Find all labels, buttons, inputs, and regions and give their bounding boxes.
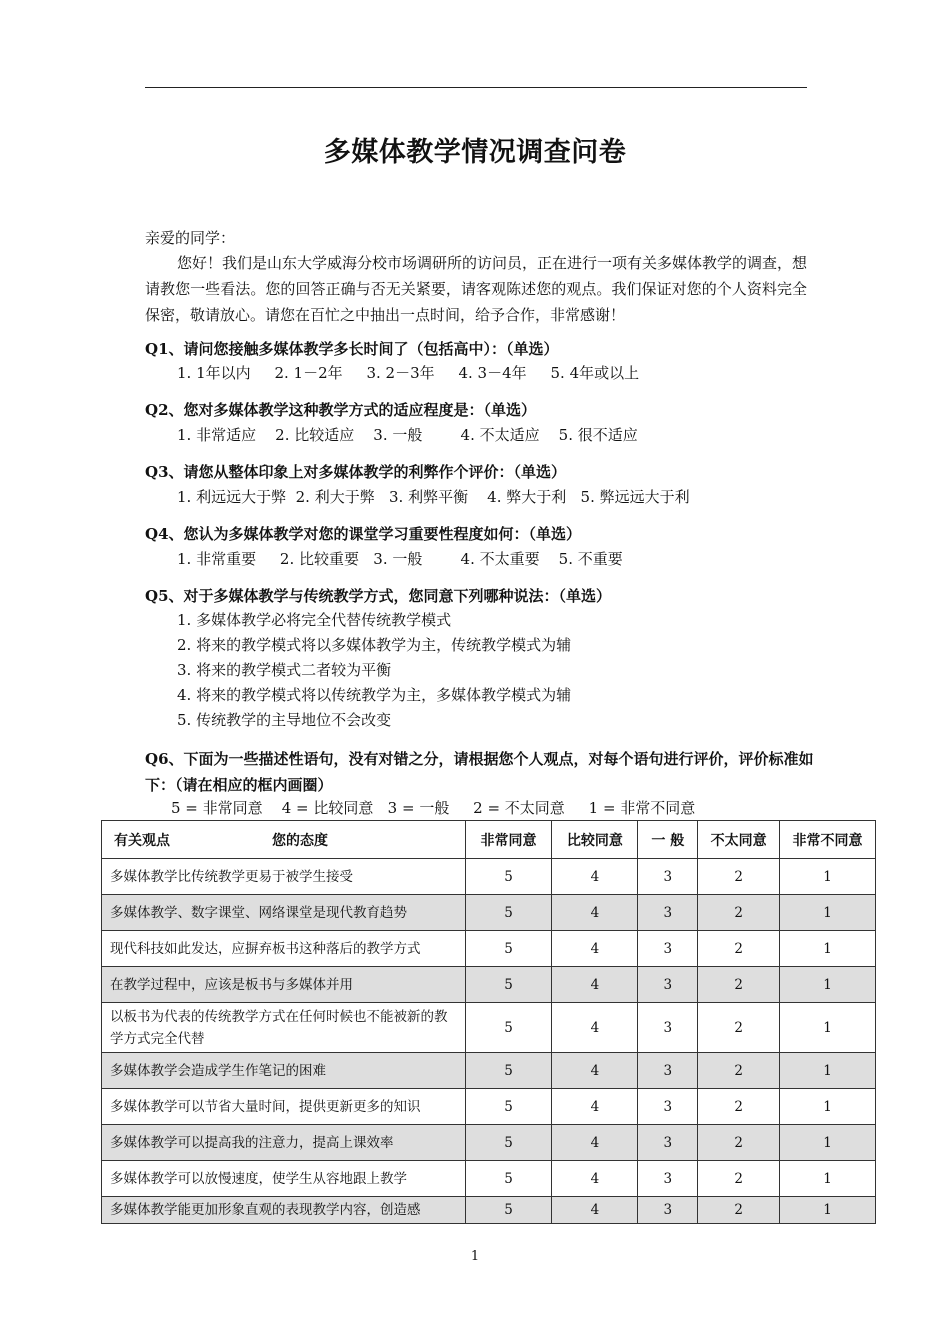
rating-cell[interactable]: 3: [638, 1053, 698, 1089]
rating-cell[interactable]: 1: [780, 1197, 876, 1224]
question-5: Q5、对于多媒体教学与传统教学方式，您同意下列哪种说法：（单选）: [145, 587, 612, 605]
table-row: [102, 859, 876, 895]
rating-scale: 5 = 非常同意 4 = 比较同意 3 = 一般 2 = 不太同意 1 = 非常不同意: [171, 799, 696, 817]
rating-cell[interactable]: 5: [465, 1161, 552, 1197]
q5-option: 2. 将来的教学模式将以多媒体教学为主，传统教学模式为辅: [177, 636, 572, 654]
page-title: 多媒体教学情况调查问卷: [323, 137, 627, 168]
intro-paragraph: 您好！我们是山东大学威海分校市场调研所的访问员，正在进行一项有关多媒体教学的调查，想请教您一些看法。您的回答正确与否无关紧要，请客观陈述您的观点。我们保证对您的个人资料完全保密，敬请放心。请您在百忙之中抽出一点时间，给予合作，非常感谢！: [145, 254, 808, 324]
rating-cell[interactable]: 2: [698, 1089, 780, 1125]
rating-cell[interactable]: 5: [465, 1125, 552, 1161]
rating-cell[interactable]: 2: [698, 1003, 780, 1053]
rating-cell[interactable]: 3: [638, 1125, 698, 1161]
rating-cell[interactable]: 4: [552, 1125, 638, 1161]
statement-cell: 多媒体教学、数字课堂、网络课堂是现代教育趋势: [102, 895, 466, 931]
header-strongly-disagree: 非常不同意: [780, 821, 876, 859]
rating-cell[interactable]: 4: [552, 895, 638, 931]
question-1-options: 1. 1年以内 2. 1－2年 3. 2－3年 4. 3－4年 5. 4年或以上: [177, 364, 640, 382]
rating-cell[interactable]: 3: [638, 1197, 698, 1224]
rating-cell[interactable]: 5: [465, 1089, 552, 1125]
rating-cell[interactable]: 2: [698, 1125, 780, 1161]
rating-cell[interactable]: 4: [552, 967, 638, 1003]
header-strongly-agree: 非常同意: [465, 821, 552, 859]
rating-cell[interactable]: 1: [780, 1053, 876, 1089]
statement-cell: 多媒体教学能更加形象直观的表现教学内容，创造感: [102, 1197, 466, 1224]
rating-cell[interactable]: 5: [465, 1003, 552, 1053]
header-statement: [102, 821, 466, 859]
question-3-options: 1. 利远远大于弊 2. 利大于弊 3. 利弊平衡 4. 弊大于利 5. 弊远远大于利: [177, 488, 690, 506]
rating-cell[interactable]: 4: [552, 931, 638, 967]
rating-cell[interactable]: 4: [552, 859, 638, 895]
rating-cell[interactable]: 4: [552, 1053, 638, 1089]
header-attitude: 您的态度: [272, 832, 328, 849]
rating-cell[interactable]: 1: [780, 931, 876, 967]
header-agree: 比较同意: [552, 821, 638, 859]
statement-cell: 现代科技如此发达，应摒弃板书这种落后的教学方式: [102, 931, 466, 967]
rating-cell[interactable]: 5: [465, 967, 552, 1003]
header-neutral: 一 般: [638, 821, 698, 859]
table-row: [102, 931, 876, 967]
rating-cell[interactable]: 2: [698, 1161, 780, 1197]
statement-cell: 多媒体教学会造成学生作笔记的困难: [102, 1053, 466, 1089]
rating-cell[interactable]: 2: [698, 1197, 780, 1224]
rating-cell[interactable]: 3: [638, 967, 698, 1003]
rating-cell[interactable]: 5: [465, 859, 552, 895]
question-3: Q3、请您从整体印象上对多媒体教学的利弊作个评价：（单选）: [145, 463, 567, 481]
rating-cell[interactable]: 5: [465, 931, 552, 967]
rating-cell[interactable]: 5: [465, 1197, 552, 1224]
rating-cell[interactable]: 3: [638, 859, 698, 895]
attitude-table: [101, 820, 876, 1224]
table-row: [102, 967, 876, 1003]
question-1: Q1、请问您接触多媒体教学多长时间了（包括高中）：（单选）: [145, 340, 559, 358]
rating-cell[interactable]: 1: [780, 967, 876, 1003]
rating-cell[interactable]: 4: [552, 1003, 638, 1053]
table-row: [102, 1089, 876, 1125]
statement-cell: 多媒体教学比传统教学更易于被学生接受: [102, 859, 466, 895]
question-2-options: 1. 非常适应 2. 比较适应 3. 一般 4. 不太适应 5. 很不适应: [177, 426, 638, 444]
question-2: Q2、您对多媒体教学这种教学方式的适应程度是：（单选）: [145, 401, 537, 419]
rating-cell[interactable]: 3: [638, 1161, 698, 1197]
rating-cell[interactable]: 1: [780, 1003, 876, 1053]
rating-cell[interactable]: 1: [780, 1125, 876, 1161]
statement-cell: 多媒体教学可以提高我的注意力，提高上课效率: [102, 1125, 466, 1161]
q5-option: 4. 将来的教学模式将以传统教学为主，多媒体教学模式为辅: [177, 686, 572, 704]
rating-cell[interactable]: 4: [552, 1161, 638, 1197]
rating-cell[interactable]: 2: [698, 859, 780, 895]
table-row: [102, 895, 876, 931]
greeting: 亲爱的同学：: [145, 229, 236, 247]
rating-cell[interactable]: 3: [638, 1003, 698, 1053]
table-row: [102, 1197, 876, 1224]
rating-cell[interactable]: 1: [780, 859, 876, 895]
page-number: 1: [470, 1249, 480, 1264]
statement-cell: 多媒体教学可以放慢速度，使学生从容地跟上教学: [102, 1161, 466, 1197]
table-row: [102, 1003, 876, 1053]
q5-option: 3. 将来的教学模式二者较为平衡: [177, 661, 392, 679]
statement-cell: 在教学过程中，应该是板书与多媒体并用: [102, 967, 466, 1003]
header-viewpoint: 有关观点: [114, 832, 170, 849]
rating-cell[interactable]: 1: [780, 1161, 876, 1197]
statement-cell: 多媒体教学可以节省大量时间，提供更新更多的知识: [102, 1089, 466, 1125]
q5-option: 1. 多媒体教学必将完全代替传统教学模式: [177, 611, 452, 629]
rating-cell[interactable]: 4: [552, 1197, 638, 1224]
table-header-row: [102, 821, 876, 859]
rating-cell[interactable]: 2: [698, 967, 780, 1003]
rating-cell[interactable]: 2: [698, 931, 780, 967]
header-rule: [145, 87, 807, 88]
table-row: [102, 1161, 876, 1197]
table-row: [102, 1053, 876, 1089]
rating-cell[interactable]: 1: [780, 1089, 876, 1125]
question-6: Q6、下面为一些描述性语句，没有对错之分，请根据您个人观点，对每个语句进行评价，评价标准如下：（请在相应的框内画圈）: [145, 750, 814, 794]
question-5-options: [177, 608, 571, 733]
q5-option: 5. 传统教学的主导地位不会改变: [177, 711, 392, 729]
rating-cell[interactable]: 3: [638, 931, 698, 967]
rating-cell[interactable]: 1: [780, 895, 876, 931]
question-4-options: 1. 非常重要 2. 比较重要 3. 一般 4. 不太重要 5. 不重要: [177, 550, 623, 568]
question-4: Q4、您认为多媒体教学对您的课堂学习重要性程度如何：（单选）: [145, 525, 582, 543]
header-disagree: 不太同意: [698, 821, 780, 859]
rating-cell[interactable]: 3: [638, 1089, 698, 1125]
rating-cell[interactable]: 5: [465, 895, 552, 931]
rating-cell[interactable]: 4: [552, 1089, 638, 1125]
rating-cell[interactable]: 3: [638, 895, 698, 931]
rating-cell[interactable]: 5: [465, 1053, 552, 1089]
statement-cell: 以板书为代表的传统教学方式在任何时候也不能被新的教学方式完全代替: [102, 1003, 466, 1053]
rating-cell[interactable]: 2: [698, 895, 780, 931]
table-row: [102, 1125, 876, 1161]
rating-cell[interactable]: 2: [698, 1053, 780, 1089]
